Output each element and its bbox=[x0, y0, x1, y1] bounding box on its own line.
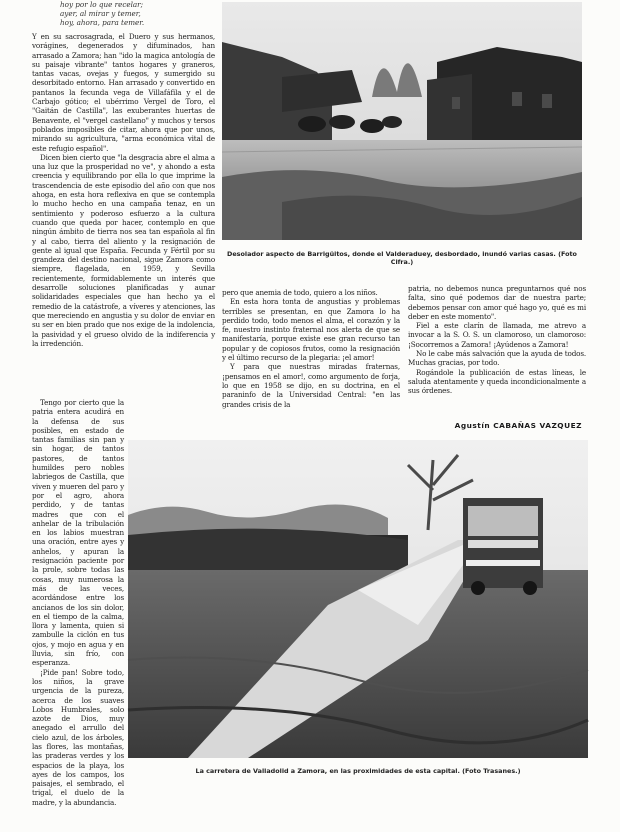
article-paragraph: pero que anemia de todo, quiero a los niños. bbox=[222, 288, 378, 297]
bus-shape bbox=[463, 498, 543, 595]
author-signature: Agustín CABAÑAS VAZQUEZ bbox=[454, 421, 582, 430]
poem-line: hoy, ahora, para temer. bbox=[60, 18, 145, 27]
flood-village-image bbox=[222, 2, 582, 240]
article-paragraph: ¡Pide pan! Sobre todo, los niños, la grave urgencia de la pureza, acerca de los suaves Lobos Humbrales, solo azote de Dios, muy anegado el arrullo del cielo azul, de los árboles, las flores, las montañas, las praderas verdes y los espacios de la playa, los ayes de los campos, los paisajes, el sembrado, el trigal, el duelo de la madre, y la abundancia. bbox=[32, 667, 124, 807]
article-paragraph: Fiel a este clarín de llamada, me atrevo a invocar a la S. O. S. un clamoroso, un clamoroso: ¡Socorremos a Zamora! ¡Ayúdenos a Zamora! bbox=[408, 321, 586, 349]
article-paragraph: No le cabe más salvación que la ayuda de todos. Muchas gracias, por todo. bbox=[408, 349, 586, 368]
article-paragraph: En esta hora tonta de angustias y problemas terribles se presentan, en que Zamora lo ha perdido todo, todo menos el alma, el corazón y la fe, nuestro instinto fraternal nos alerta de que se manifestaría, porque existe ese gran recurso tan popular y de copiosos frutos, como la resignación y el último recurso de la plegaria: ¡el amor! bbox=[222, 297, 400, 363]
article-column-left-upper bbox=[32, 32, 215, 440]
article-paragraph: Rogándole la publicación de estas líneas, le saluda atentamente y queda incondicionalmente a sus órdenes. bbox=[408, 367, 586, 396]
article-paragraph: Y en su sacrosagrada, el Duero y sus hermanos, vorágines, degenerados y difuminados, han arrasado a Zamora; han "ido la magica antología de su paisaje vibrante" tantos hogares y graneros, tantas vacas, ovejas y fuegos, y sumergido su desorbitado entorno. Han arrasado y convertido en pantanos la fecunda vega de Villafáfila y el de Carbajo gótico; el ubérrimo Vergel de Toro, el "Gaitán de Castilla", las exuberantes huertas de Benavente, el "vergel castellano" y muchos y tersos poblados imposibles de citar, ahora que por unos, mirando su agricultura, "arma económica vital de este refugio español". bbox=[32, 32, 215, 153]
article-paragraph: Dicen bien cierto que "la desgracia abre el alma a una luz que la prosperidad no ve", y ahondo a esta creencia y equilibrando por ella lo que imprime la trascendencia de este episodio del año con que nos ahoga, en esta hora reflexiva en que se contempla lo mucho hecho en una campaña tenaz, en un sentimiento y poderoso esfuerzo a la cultura cuando que queda por hacer, contemplo en que ningún ámbito de tierra nos sea tan española al fin y al cabo, tierra del aliento y la resignación de gente al igual que España. Fecunda y Fértil por su grandeza del destino nacional, sigue Zamora como siempre, flagelada, en 1959, y Sevilla recientemente, formidablemente un interés que desarrolle soluciones planificadas y aunar solidaridades especiales que han hecho ya el remedio de la catástrofe, a víveres y atenciones, las que mereciendo en angustia y su dolor de enviar en su ser en bien prado que nos exige de la indolencia, la pasividad y el grueso olvido de la indiferencia y la irredención. bbox=[32, 152, 215, 348]
photo-caption-top: Desolador aspecto de Barrigüitos, donde el Valderaduey, desbordado, inundó varias casas. (Foto Cifra.) bbox=[227, 250, 577, 266]
poem-line: ayer, al mirar y temer, bbox=[60, 9, 141, 18]
flood-village-photo bbox=[222, 2, 582, 240]
article-paragraph: Y para que nuestras miradas fraternas, ¡pensamos en el amor!, como argumento de forja, lo que en 1958 se dijo, en su doctrina, en el paraninfo de la Universidad Central: "en las grandes crisis de la bbox=[222, 362, 400, 409]
article-paragraph: patria, no debemos nunca preguntarnos qué nos falta, sino qué podemos dar de nuestra parte; debemos pensar con amor qué hago yo, qué es mi deber en este momento". bbox=[408, 284, 586, 321]
poem-line: hoy por lo que recelar; bbox=[60, 0, 144, 9]
flooded-road-image bbox=[128, 440, 588, 758]
photo-caption-bottom: La carretera de Valladolid a Zamora, en las proximidades de esta capital. (Foto Trasanes.) bbox=[195, 767, 521, 775]
article-paragraph: Tengo por cierto que la patria entera acudirá en la defensa de sus posibles, en estado de tantas familias sin pan y sin hogar, de tantos pastores, de tantos humildes pero nobles labriegos de Castilla, que viven y mueren del paro y por el agro, ahora perdido, y de tantas madres que con el anhelar de la tribulación en los labios muestran una oración, entre ayes y anhelos, y apuran la resignación paciente por la prole, sobre todas las cosas, muy numerosa la más de las veces, acordándose entre los ancianos de los sin dolor, en el tiempo de la calma, llora y lamenta, quien si zambulle la ciclón en tus ojos, y mojo en agua y en lluvia, sin frío, con esperanza. bbox=[32, 398, 124, 668]
article-column-left-lower bbox=[32, 398, 124, 807]
article-column-middle bbox=[222, 288, 400, 430]
poem-fragment bbox=[60, 0, 210, 27]
article-column-right bbox=[408, 284, 586, 420]
flooded-road-photo bbox=[128, 440, 588, 758]
